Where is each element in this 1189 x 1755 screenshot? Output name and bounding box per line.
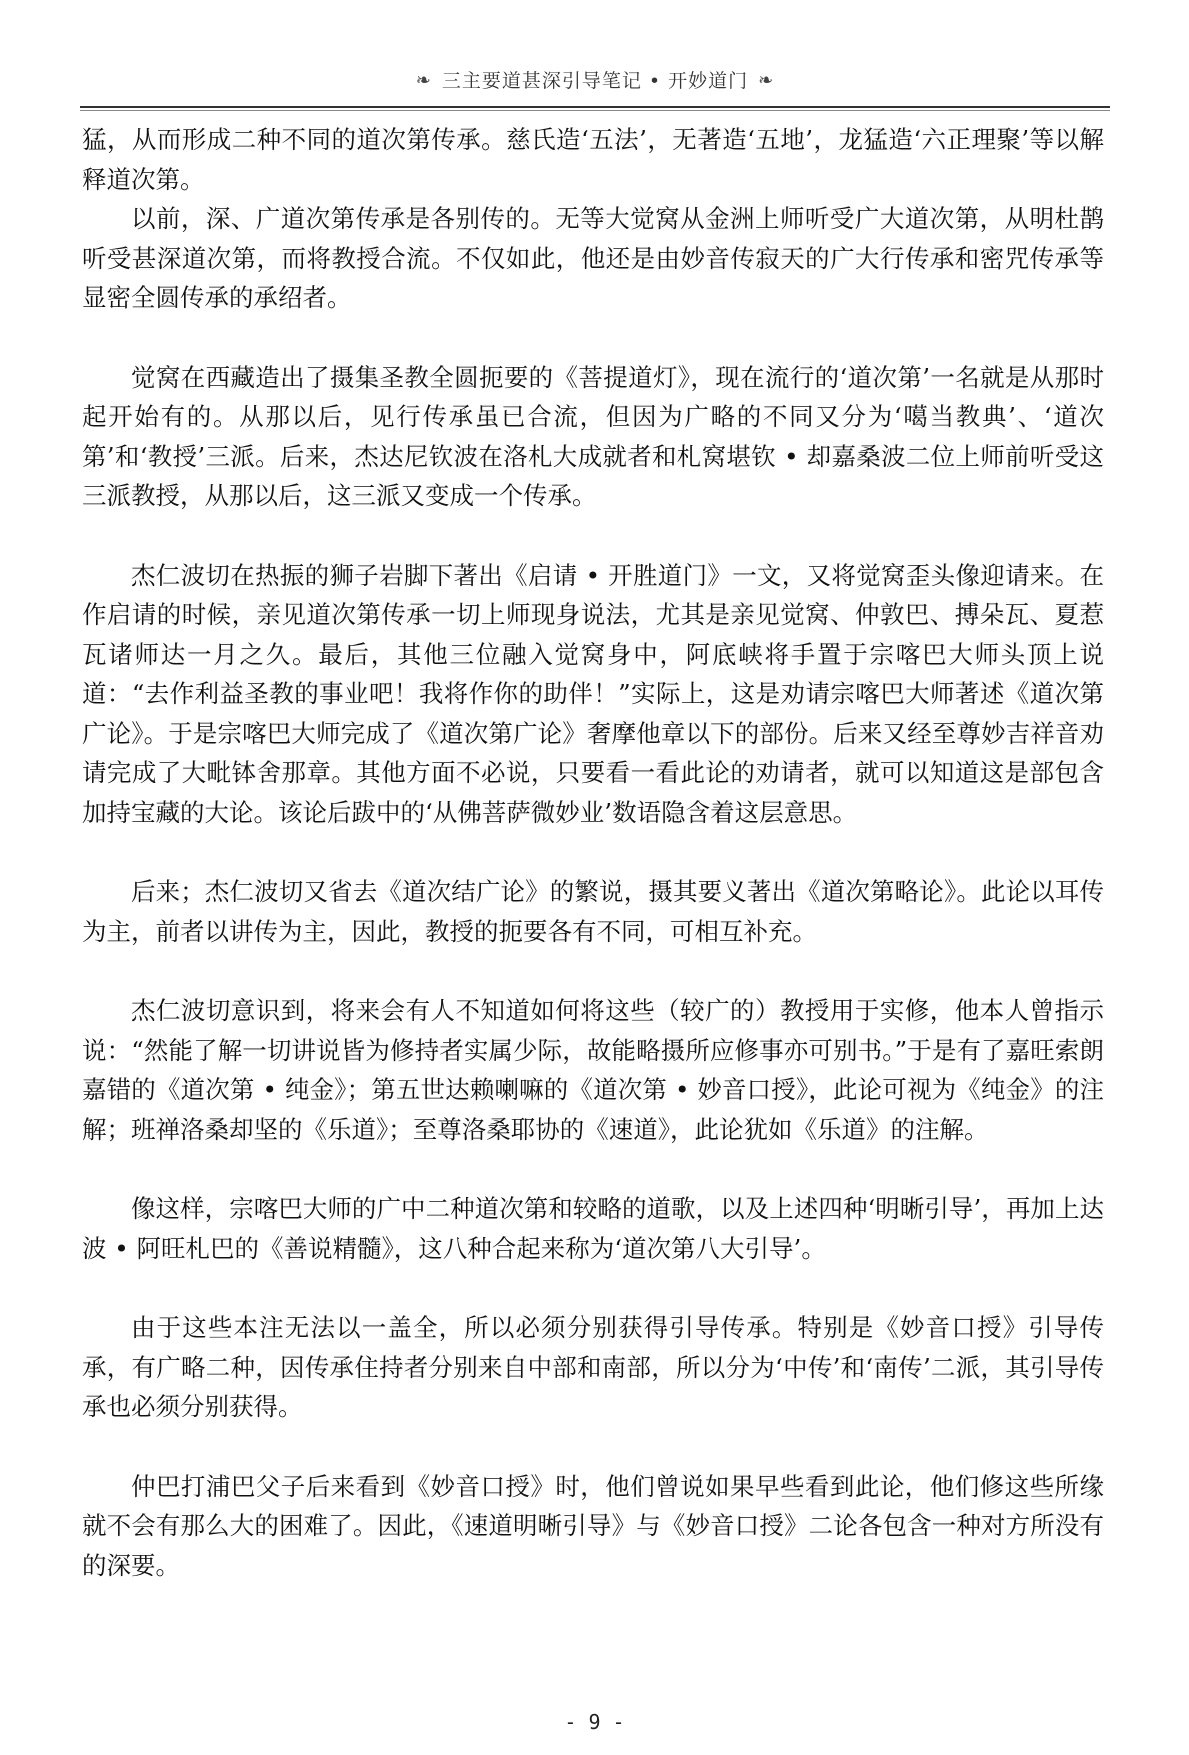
header-rule xyxy=(80,106,1110,108)
paragraph: 后来；杰仁波切又省去《道次结广论》的繁说，摄其要义著出《道次第略论》。此论以耳传为主，前者以讲传为主，因此，教授的扼要各有不同，可相互补充。 xyxy=(82,877,1104,946)
paragraph: 猛，从而形成二种不同的道次第传承。慈氏造‘五法’，无著造‘五地’，龙猛造‘六正理聚’等以解释道次第。 xyxy=(82,125,1104,194)
paragraph: 由于这些本注无法以一盖全，所以必须分别获得引导传承。特别是《妙音口授》引导传承，有广略二种，因传承住持者分别来自中部和南部，所以分为‘中传’和‘南传’二派，其引导传承也必须分别获得。 xyxy=(82,1313,1104,1421)
header-rule-thin xyxy=(80,110,1110,111)
paragraph: 杰仁波切意识到，将来会有人不知道如何将这些（较广的）教授用于实修，他本人曾指示说：“然能了解一切讲说皆为修持者实属少际，故能略摄所应修事亦可别书。”于是有了嘉旺索朗嘉错的《道次第 • 纯金》；第五世达赖喇嘛的《道次第 • 妙音口授》，此论可视为《纯金》的注解；班禅洛桑却坚的《乐道》；至尊洛桑耶协的《速道》，此论犹如《乐道》的注解。 xyxy=(82,996,1104,1144)
ornament-left-icon: ❧ xyxy=(415,70,432,91)
paragraph: 觉窝在西藏造出了摄集圣教全圆扼要的《菩提道灯》，现在流行的‘道次第’一名就是从那时起开始有的。从那以后，见行传承虽已合流，但因为广略的不同又分为‘噶当教典’、‘道次第’和‘教授’三派。后来，杰达尼钦波在洛札大成就者和札窝堪钦 • 却嘉桑波二位上师前听受这三派教授，从那以后，这三派又变成一个传承。 xyxy=(82,362,1104,510)
body-text xyxy=(82,120,1104,1585)
page-number: - 9 - xyxy=(564,1710,625,1734)
running-header xyxy=(80,66,1110,106)
paragraph: 杰仁波切在热振的狮子岩脚下著出《启请 • 开胜道门》一文，又将觉窝歪头像迎请来。在作启请的时候，亲见道次第传承一切上师现身说法，尤其是亲见觉窝、仲敦巴、搏朵瓦、夏惹瓦诸师达一月之久。最后，其他三位融入觉窝身中，阿底峡将手置于宗喀巴大师头顶上说道：“去作利益圣教的事业吧！我将作你的助伴！”实际上，这是劝请宗喀巴大师著述《道次第广论》。于是宗喀巴大师完成了《道次第广论》奢摩他章以下的部份。后来又经至尊妙吉祥音劝请完成了大毗钵舍那章。其他方面不必说，只要看一看此论的劝请者，就可以知道这是部包含加持宝藏的大论。该论后跋中的‘从佛菩萨微妙业’数语隐含着这层意思。 xyxy=(82,560,1104,827)
paragraph: 仲巴打浦巴父子后来看到《妙音口授》时，他们曾说如果早些看到此论，他们修这些所缘就不会有那么大的困难了。因此，《速道明晰引导》与《妙音口授》二论各包含一种对方所没有的深要。 xyxy=(82,1471,1104,1580)
ornament-right-icon: ❧ xyxy=(758,70,775,91)
header-title: 三主要道甚深引导笔记 • 开妙道门 xyxy=(441,70,749,92)
paragraph: 像这样，宗喀巴大师的广中二种道次第和较略的道歌，以及上述四种‘明晰引导’，再加上达波 • 阿旺札巴的《善说精髓》，这八种合起来称为‘道次第八大引导’。 xyxy=(82,1194,1104,1263)
paragraph: 以前，深、广道次第传承是各别传的。无等大觉窝从金洲上师听受广大道次第，从明杜鹊听受甚深道次第，而将教授合流。不仅如此，他还是由妙音传寂天的广大行传承和密咒传承等显密全圆传承的承绍者。 xyxy=(82,204,1104,312)
